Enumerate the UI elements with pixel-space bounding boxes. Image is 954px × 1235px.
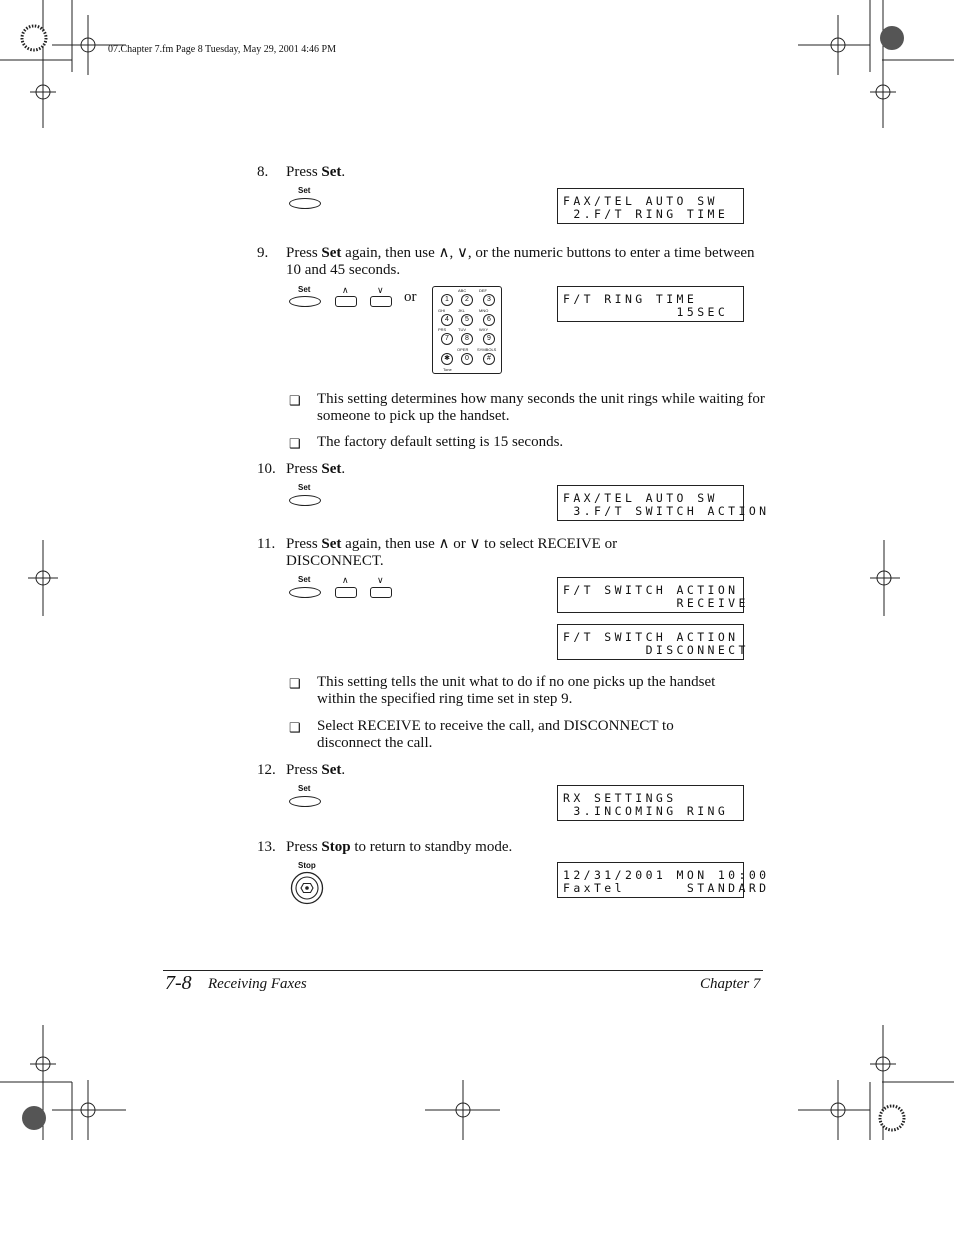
up-arrow-button[interactable] bbox=[335, 296, 357, 307]
stop-button-label: Stop bbox=[298, 861, 316, 870]
keypad-key-star[interactable]: ✱ bbox=[441, 353, 453, 365]
keypad-letters: SYMBOLS bbox=[477, 347, 497, 352]
keypad-key-9[interactable]: 9 bbox=[483, 333, 495, 345]
step-text: Press Set. bbox=[286, 762, 346, 778]
set-button[interactable] bbox=[289, 495, 321, 506]
bullet-marker: ❑ bbox=[289, 676, 301, 691]
bullet-marker: ❑ bbox=[289, 720, 301, 735]
lcd-display: F/T SWITCH ACTION RECEIVE bbox=[557, 577, 744, 613]
lcd-display: FAX/TEL AUTO SW 2.F/T RING TIME bbox=[557, 188, 744, 224]
stop-button[interactable] bbox=[289, 871, 325, 907]
step-number: 12. bbox=[257, 762, 276, 778]
down-arrow-label: ∨ bbox=[377, 575, 384, 585]
keypad-key-8[interactable]: 8 bbox=[461, 333, 473, 345]
keypad-letters: PRS bbox=[438, 327, 447, 332]
lcd-display: 12/31/2001 MON 10:00 FaxTel STANDARD bbox=[557, 862, 744, 898]
step-text: Press Set again, then use ∧, ∨, or the numeric buttons to enter a time between 10 and 45 seconds. bbox=[286, 245, 755, 278]
step-text: Press Set again, then use ∧ or ∨ to select RECEIVE or DISCONNECT. bbox=[286, 536, 618, 569]
up-arrow-button[interactable] bbox=[335, 587, 357, 598]
keypad-letters: MNO bbox=[479, 308, 489, 313]
file-header-meta: 07.Chapter 7.fm Page 8 Tuesday, May 29, 2001 4:46 PM bbox=[108, 44, 336, 55]
footer-rule bbox=[163, 970, 763, 971]
lcd-display: F/T RING TIME 15SEC bbox=[557, 286, 744, 322]
keypad-letters: ABC bbox=[458, 288, 467, 293]
lcd-display: RX SETTINGS 3.INCOMING RING bbox=[557, 785, 744, 821]
down-arrow-button[interactable] bbox=[370, 296, 392, 307]
step-text: Press Stop to return to standby mode. bbox=[286, 839, 513, 855]
keypad-letters: OPER bbox=[457, 347, 469, 352]
keypad-letters: GHI bbox=[438, 308, 446, 313]
step-number: 8. bbox=[257, 164, 269, 180]
step-number: 10. bbox=[257, 461, 276, 477]
set-button[interactable] bbox=[289, 198, 321, 209]
or-text: or bbox=[404, 289, 417, 305]
set-button-label: Set bbox=[298, 285, 311, 294]
keypad-tone-label: Tone bbox=[443, 367, 452, 372]
set-button-label: Set bbox=[298, 483, 311, 492]
keypad-key-0[interactable]: 0 bbox=[461, 353, 473, 365]
set-button[interactable] bbox=[289, 587, 321, 598]
keypad-letters: WXY bbox=[479, 327, 489, 332]
bullet-marker: ❑ bbox=[289, 436, 301, 451]
set-button[interactable] bbox=[289, 296, 321, 307]
numeric-keypad bbox=[432, 286, 502, 374]
keypad-key-4[interactable]: 4 bbox=[441, 314, 453, 326]
keypad-key-hash[interactable]: # bbox=[483, 353, 495, 365]
up-arrow-label: ∧ bbox=[342, 575, 349, 585]
step-number: 11. bbox=[257, 536, 276, 552]
set-button-label: Set bbox=[298, 186, 311, 195]
down-arrow-label: ∨ bbox=[377, 285, 384, 295]
keypad-letters: TUV bbox=[458, 327, 466, 332]
lcd-display: FAX/TEL AUTO SW 3.F/T SWITCH ACTION bbox=[557, 485, 744, 521]
lcd-display: F/T SWITCH ACTION DISCONNECT bbox=[557, 624, 744, 660]
bullet-marker: ❑ bbox=[289, 393, 301, 408]
keypad-letters: JKL bbox=[458, 308, 465, 313]
keypad-key-1[interactable]: 1 bbox=[441, 294, 453, 306]
down-arrow-button[interactable] bbox=[370, 587, 392, 598]
step-text: Press Set. bbox=[286, 461, 346, 477]
set-button-label: Set bbox=[298, 784, 311, 793]
step-number: 13. bbox=[257, 839, 276, 855]
keypad-key-5[interactable]: 5 bbox=[461, 314, 473, 326]
set-button[interactable] bbox=[289, 796, 321, 807]
keypad-key-7[interactable]: 7 bbox=[441, 333, 453, 345]
chapter-label: Chapter 7 bbox=[700, 976, 761, 992]
keypad-key-2[interactable]: 2 bbox=[461, 294, 473, 306]
keypad-key-3[interactable]: 3 bbox=[483, 294, 495, 306]
step-text: Press Set. bbox=[286, 164, 346, 180]
keypad-key-6[interactable]: 6 bbox=[483, 314, 495, 326]
page-number: 7-8 bbox=[165, 972, 192, 994]
up-arrow-label: ∧ bbox=[342, 285, 349, 295]
keypad-letters: DEF bbox=[479, 288, 487, 293]
step-number: 9. bbox=[257, 245, 269, 261]
set-button-label: Set bbox=[298, 575, 311, 584]
chapter-title: Receiving Faxes bbox=[208, 976, 307, 992]
